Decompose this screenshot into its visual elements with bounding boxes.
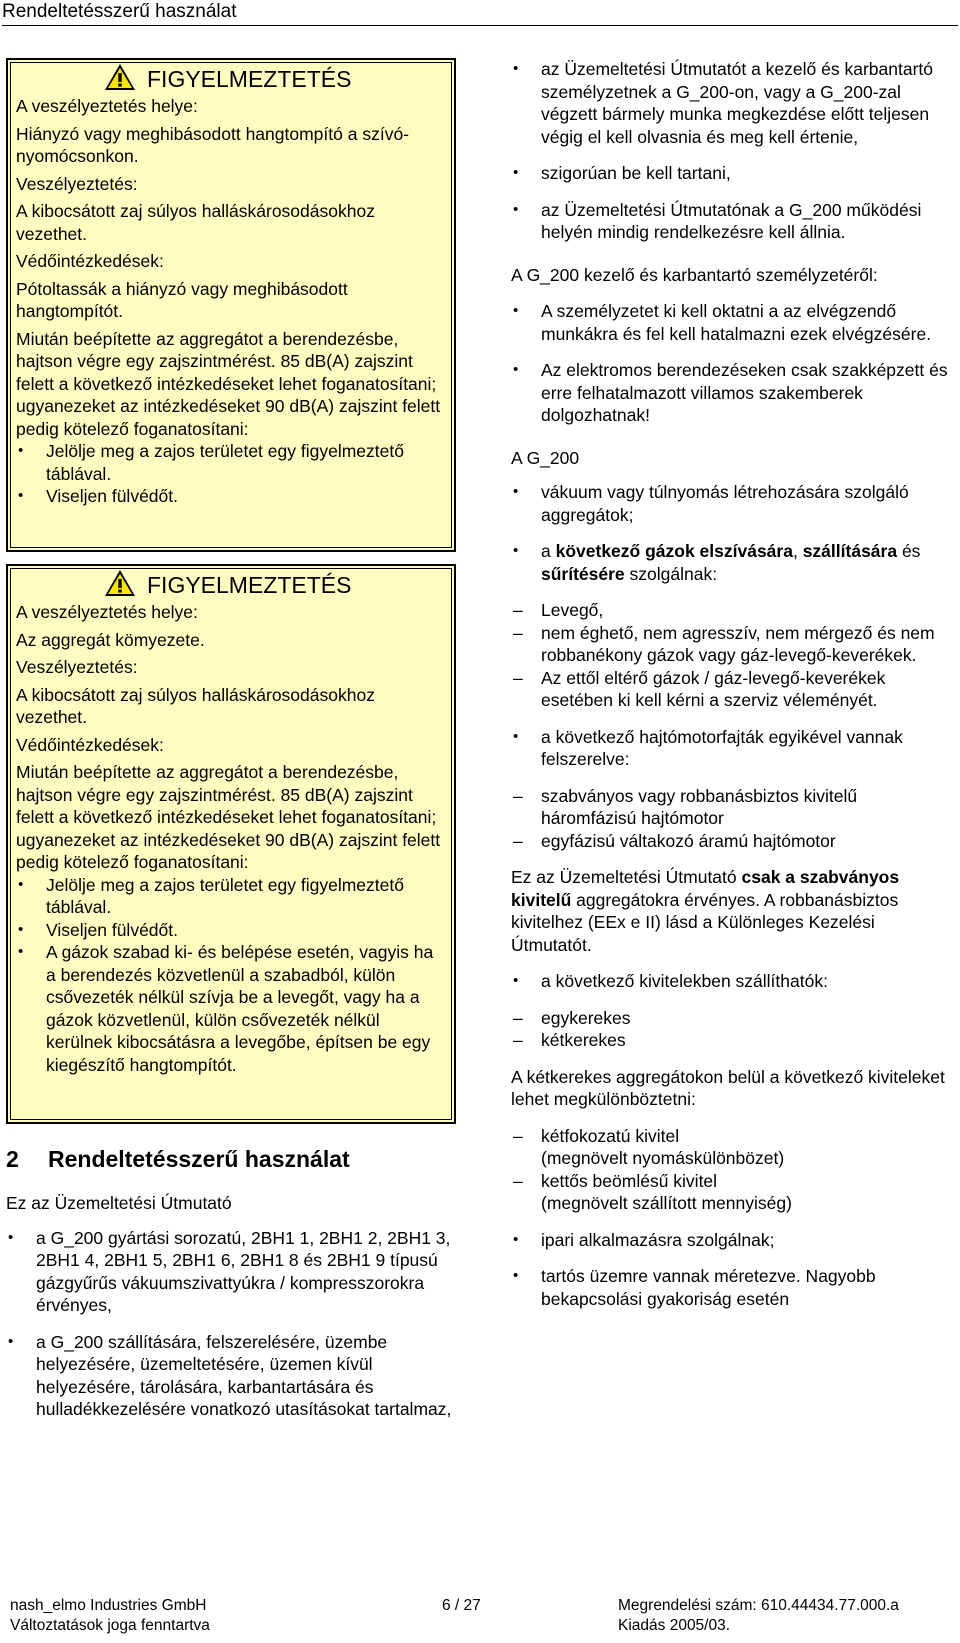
list-item: • az Üzemeltetési Útmutatónak a G_200 működési helyén mindig rendelkezésre kell állnia. — [511, 199, 953, 244]
application-list — [511, 1229, 953, 1311]
g200-heading: A G_200 — [511, 447, 580, 468]
footer-company: nash_elmo Industries GmbH — [10, 1597, 207, 1614]
list-item: • A gázok szabad ki- és belépése esetén, vagyis ha a berendezés közvetlenül a szabadból, külön csővezeték nélkül szívja be a levegőt, vagy ha a gázok közvetlenül, külön csővezeték nélkül kerülnek kibocsátásra a levegőbe, építsen be egy kiegészítő hangtompítót. — [16, 941, 446, 1076]
measures-text: Pótoltassák a hiányzó vagy meghibásodott hangtompítót. — [16, 278, 348, 321]
list-item: • szigorúan be kell tartani, — [511, 162, 953, 185]
list-item: • a következő hajtómotorfajták egyikével vannak felszerelve: — [511, 726, 953, 771]
text-run: és — [897, 541, 921, 561]
list-item — [511, 540, 953, 585]
warning-title-text: FIGYELMEZTETÉS — [147, 572, 352, 598]
section-heading — [6, 1144, 456, 1174]
warning-title — [16, 569, 446, 601]
hazard-text: A kibocsátott zaj súlyos halláskárosodásokhoz vezethet. — [16, 684, 375, 727]
stage-name: kettős beömlésű kivitel — [541, 1170, 718, 1191]
bold-text: sűrítésére — [541, 563, 625, 584]
list-item: • Viseljen fülvédőt. — [16, 919, 446, 942]
list-item: – szabványos vagy robbanásbiztos kivitelű háromfázisú hajtómotor — [511, 785, 953, 830]
stage-note: (megnövelt nyomáskülönbözet) — [541, 1148, 785, 1168]
stage-name: kétfokozatú kivitel — [541, 1125, 680, 1146]
hazard-place-text: Hiányzó vagy meghibásodott hangtompító a szívó- nyomócsonkon. — [16, 123, 409, 166]
list-item — [511, 1125, 953, 1170]
list-item: – Levegő, — [511, 599, 953, 622]
list-item: – Az ettől eltérő gázok / gáz-levegő-keverékek esetében ki kell kérni a szerviz véleményét. — [511, 667, 953, 712]
stage-note: (megnövelt szállított mennyiség) — [541, 1193, 792, 1213]
bold-text: csak a szabványos kivitelű — [511, 867, 900, 910]
warning-box — [6, 564, 456, 1124]
list-item: • Jelölje meg a zajos területet egy figyelmeztető táblával. — [16, 440, 446, 485]
section-intro: Ez az Üzemeltetési Útmutató — [6, 1193, 232, 1213]
list-item — [511, 1170, 953, 1215]
list-item: – egyfázisú váltakozó áramú hajtómotor — [511, 830, 953, 853]
hazard-place-label: A veszélyeztetés helye: — [16, 96, 198, 116]
version-types — [511, 1007, 953, 1052]
warning-box — [6, 58, 456, 552]
footer-page-number: 6 / 27 — [442, 1597, 481, 1614]
g200-list — [511, 481, 953, 585]
footer-edition: Kiadás 2005/03. — [618, 1617, 731, 1634]
hazard-place-label: A veszélyeztetés helye: — [16, 602, 198, 622]
staff-list — [511, 300, 953, 427]
gas-list — [511, 599, 953, 712]
usage-list — [511, 58, 953, 244]
list-item: – egykerekes — [511, 1007, 953, 1030]
list-item: • A személyzetet ki kell oktatni a az elvégzendő munkákra és fel kell hatalmazni ezek elvégzésére. — [511, 300, 953, 345]
measures-list — [16, 874, 446, 1077]
left-column — [6, 58, 456, 1421]
hazard-label: Veszélyeztetés: — [16, 173, 138, 194]
staff-heading: A G_200 kezelő és karbantartó személyzetéről: — [511, 264, 878, 285]
hazard-label: Veszélyeztetés: — [16, 657, 138, 677]
footer-rights: Változtatások joga fenntartva — [10, 1617, 210, 1634]
versions-list — [511, 970, 953, 993]
list-item: – kétkerekes — [511, 1029, 953, 1052]
motor-types — [511, 785, 953, 853]
standard-note — [511, 866, 953, 956]
bold-text: szállítására — [802, 541, 898, 561]
section-title-text: Rendeltetésszerű használat — [48, 1146, 350, 1172]
right-column — [511, 58, 953, 1310]
distinguish-text: A kétkerekes aggregátokon belül a következő kiviteleket lehet megkülönböztetni: — [511, 1066, 945, 1109]
text-run: aggregátokra érvényes. A robbanásbiztos kivitelhez (EEx e II) lásd a Különleges Kezelési Útmutatót. — [511, 889, 899, 955]
list-item: • Viseljen fülvédőt. — [16, 485, 446, 508]
footer-order-number: Megrendelési szám: 610.44434.77.000.a — [618, 1597, 899, 1614]
section-list — [6, 1227, 456, 1421]
bold-text: következő gázok elszívására — [555, 541, 793, 561]
text-run: szolgálnak: — [624, 563, 718, 584]
warning-title-text: FIGYELMEZTETÉS — [147, 66, 352, 92]
warning-triangle-icon — [104, 63, 136, 91]
page-header — [2, 0, 958, 26]
measures-text: Miután beépítette az aggregátot a berendezésbe, hajtson végre egy zajszintmérést. 85 dB(A) zajszint felett a következő intézkedéseket lehet foganatosítani; ugyanezeket az intézkedéseket 90 dB(A) zajszint felett pedig kötelező foganatosítani: — [16, 762, 441, 872]
warning-title — [16, 63, 446, 95]
section-body — [6, 1192, 456, 1421]
text-run: Ez az Üzemeltetési Útmutató — [511, 867, 742, 887]
measures-label: Védőintézkedések: — [16, 251, 164, 271]
hazard-text: A kibocsátott zaj súlyos halláskárosodásokhoz vezethet. — [16, 201, 375, 244]
section-number: 2 — [6, 1146, 19, 1172]
header-title: Rendeltetésszerű használat — [2, 1, 237, 22]
measures-text: Miután beépítette az aggregátot a berendezésbe, hajtson végre egy zajszintmérést. 85 dB(A) zajszint felett a következő intézkedéseket lehet foganatosítani; ugyanezeket az intézkedéseket 90 dB(A) zajszint felett pedig kötelező foganatosítani: — [16, 328, 441, 439]
list-item: • a G_200 gyártási sorozatú, 2BH1 1, 2BH1 2, 2BH1 3, 2BH1 4, 2BH1 5, 2BH1 6, 2BH1 8 és 2BH1 9 típusú gázgyűrűs vákuumszivattyúkra / kompresszorokra érvényes, — [6, 1227, 456, 1317]
text-run: , — [792, 541, 803, 561]
list-item: • a G_200 szállítására, felszerelésére, üzembe helyezésére, üzemeltetésére, üzemen kívül helyezésére, tárolására, karbantartására és hulladékkezelésére vonatkozó utasításokat tartalmaz, — [6, 1331, 456, 1421]
warning-triangle-icon — [104, 569, 136, 597]
list-item: • ipari alkalmazásra szolgálnak; — [511, 1229, 953, 1252]
measures-label: Védőintézkedések: — [16, 734, 164, 755]
list-item: • vákuum vagy túlnyomás létrehozására szolgáló aggregátok; — [511, 481, 953, 526]
list-item: • tartós üzemre vannak méretezve. Nagyobb bekapcsolási gyakoriság esetén — [511, 1265, 953, 1310]
measures-list — [16, 440, 446, 508]
list-item: • az Üzemeltetési Útmutatót a kezelő és karbantartó személyzetnek a G_200-on, vagy a G_200-zal végzett bármely munka megkezdése előtt teljesen végig el kell olvasnia és meg kell értenie, — [511, 58, 953, 148]
list-item: • Jelölje meg a zajos területet egy figyelmeztető táblával. — [16, 874, 446, 919]
list-item: • Az elektromos berendezéseken csak szakképzett és erre felhatalmazott villamos szakemberek dolgozhatnak! — [511, 359, 953, 427]
list-item: – nem éghető, nem agresszív, nem mérgező és nem robbanékony gázok vagy gáz-levegő-keverékek. — [511, 622, 953, 667]
text-run: a — [541, 541, 556, 561]
motor-list — [511, 726, 953, 771]
stage-list — [511, 1125, 953, 1215]
hazard-place-text: Az aggregát kömyezete. — [16, 629, 205, 650]
list-item: • a következő kivitelekben szállíthatók: — [511, 970, 953, 993]
